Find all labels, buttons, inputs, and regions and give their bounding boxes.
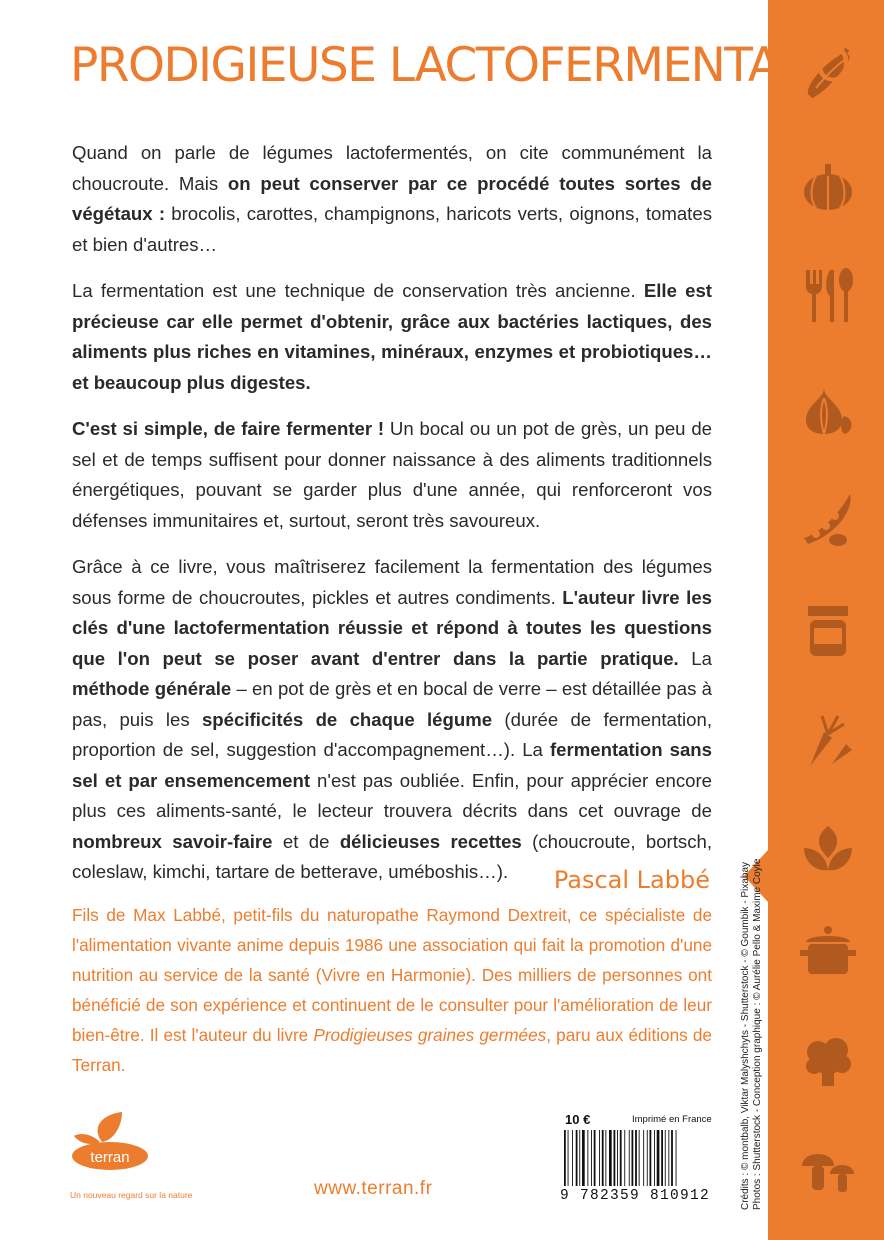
- credit-line: Photos : Shutterstock - Conception graphique : © Aurélie Pello & Maxime Coyle: [752, 858, 763, 1210]
- barcode-bar: [632, 1130, 634, 1186]
- barcode-bar: [676, 1130, 677, 1186]
- mushroom-icon: [798, 1138, 858, 1198]
- bio-text: Fils de Max Labbé, petit-fils du naturopathe Raymond Dextreit, ce spécialiste de l'alimentation vivante anime depuis 1986 une association qui fait la promotion d'une nutrition au service de la santé (Vivre en Harmonie). Des milliers de personnes ont bénéficié de son expérience et continuent de le consulter pour l'amélioration de leur bien-être. Il est l'auteur du livre: [72, 905, 712, 1045]
- logo-wordmark: terran: [90, 1149, 130, 1166]
- bold-run: on peut conserver par ce procédé toutes sortes de végétaux :: [72, 172, 712, 224]
- barcode-bars: [560, 1130, 712, 1186]
- barcode-bar: [614, 1130, 616, 1186]
- photo-credits: [740, 858, 764, 1210]
- barcode-bar: [576, 1130, 578, 1186]
- garlic-icon: [798, 380, 858, 440]
- barcode-bar: [594, 1130, 596, 1186]
- barcode-bar: [629, 1130, 630, 1186]
- bold-run: C'est si simple, de faire fermenter !: [72, 418, 385, 439]
- barcode-bar: [579, 1130, 580, 1186]
- text-run: n'est pas oubliée. Enfin, pour apprécier encore plus ces aliments-santé, le lecteur trouvera décrits dans cet ouvrage de: [72, 769, 712, 821]
- bold-run: nombreux savoir-faire: [72, 830, 273, 852]
- paragraph: [72, 276, 712, 398]
- isbn-digits: 9 782359 810912: [560, 1188, 711, 1204]
- printed-in: Imprimé en France: [632, 1114, 712, 1125]
- bio-text-end: , paru aux éditions de Terran.: [72, 1025, 712, 1075]
- barcode-bar: [609, 1130, 612, 1186]
- barcode-bar: [587, 1130, 588, 1186]
- cabbage-icon: [798, 818, 858, 878]
- text-run: Un bocal ou un pot de grès, un peu de sel et de temps suffisent pour donner naissance à des aliments traditionnels énergétiques, pouvant se garder plus d'une année, qui renforceront vos défenses immunitaires et, surtout, seront très savoureux.: [72, 418, 713, 531]
- credit-line: Crédits : © montbalb, Viktar Malyshchyts - Shutterstock - © Goumbik - Pixabay: [740, 861, 751, 1210]
- barcode-bar: [643, 1130, 644, 1186]
- paragraph: [72, 138, 712, 260]
- barcode-bar: [591, 1130, 592, 1186]
- bold-run: spécificités de chaque légume: [201, 708, 493, 730]
- publisher-tagline: Un nouveau regard sur la nature: [70, 1190, 193, 1200]
- barcode-bar: [668, 1130, 669, 1186]
- text-run: et de: [272, 830, 340, 852]
- text-run: (choucroute, bortsch, coleslaw, kimchi, tartare de betterave, uméboshis…).: [72, 830, 712, 882]
- bold-run: méthode générale: [72, 678, 232, 699]
- jar-icon: [798, 600, 858, 660]
- cutlery-icon: [798, 266, 858, 326]
- barcode-bar: [639, 1130, 640, 1186]
- barcode-bar: [650, 1130, 652, 1186]
- carrot-icon: [798, 710, 858, 770]
- barcode-bar: [572, 1130, 573, 1186]
- paragraph: [72, 552, 712, 888]
- barcode-bar: [582, 1130, 585, 1186]
- bio-book-title: Prodigieuses graines germées: [313, 1025, 547, 1045]
- pot-icon: [798, 922, 858, 982]
- barcode-bar: [624, 1130, 625, 1186]
- author-name: Pascal Labbé: [553, 866, 710, 894]
- barcode: [560, 1130, 712, 1186]
- website-link[interactable]: www.terran.fr: [314, 1178, 433, 1199]
- barcode-bar: [657, 1130, 660, 1186]
- paragraph: [72, 414, 712, 536]
- text-run: Grâce à ce livre, vous maîtriserez facilement la fermentation des légumes sous forme de choucroutes, pickles et autres condiments.: [72, 556, 712, 608]
- text-run: – en pot de grès et en bocal de verre – est détaillée pas à pas, puis les: [72, 678, 713, 730]
- text-run: La: [678, 647, 712, 669]
- bold-run: fermentation sans sel et par ensemencement: [72, 739, 712, 791]
- author-bio: [72, 900, 712, 1080]
- terran-logo: [70, 1112, 150, 1172]
- pumpkin-icon: [798, 156, 858, 216]
- barcode-bar: [568, 1130, 569, 1186]
- text-run: Quand on parle de légumes lactofermentés, on cite communément la choucroute. Mais: [72, 142, 712, 194]
- barcode-bar: [647, 1130, 648, 1186]
- barcode-bar: [605, 1130, 606, 1186]
- barcode-bar: [635, 1130, 637, 1186]
- barcode-bar: [665, 1130, 666, 1186]
- book-title: PRODIGIEUSE LACTOFERMENTATION: [70, 38, 884, 93]
- text-run: (durée de fermentation, proportion de sel, suggestion d'accompagnement…). La: [72, 708, 712, 760]
- barcode-bar: [602, 1130, 604, 1186]
- barcode-bar: [620, 1130, 622, 1186]
- bold-run: délicieuses recettes: [339, 830, 522, 852]
- text-run: La fermentation est une technique de conservation très ancienne.: [72, 280, 644, 301]
- text-run: brocolis, carottes, champignons, haricots verts, oignons, tomates et bien d'autres…: [72, 203, 712, 255]
- bold-run: Elle est précieuse car elle permet d'obtenir, grâce aux bactéries lactiques, des aliments plus riches en vitamines, minéraux, enzymes et probiotiques… et beaucoup plus digestes.: [72, 280, 712, 393]
- barcode-bar: [599, 1130, 600, 1186]
- description: [72, 138, 712, 904]
- pea-pod-icon: [798, 488, 858, 548]
- barcode-bar: [564, 1130, 566, 1186]
- bold-run: L'auteur livre les clés d'une lactofermentation réussie et répond à toutes les questions que l'on peut se poser avant d'entrer dans la partie pratique.: [72, 586, 712, 669]
- barcode-bar: [661, 1130, 663, 1186]
- barcode-bar: [617, 1130, 618, 1186]
- price: 10 €: [565, 1112, 591, 1127]
- barcode-bar: [671, 1130, 673, 1186]
- barcode-bar: [654, 1130, 655, 1186]
- cauliflower-icon: [798, 1030, 858, 1090]
